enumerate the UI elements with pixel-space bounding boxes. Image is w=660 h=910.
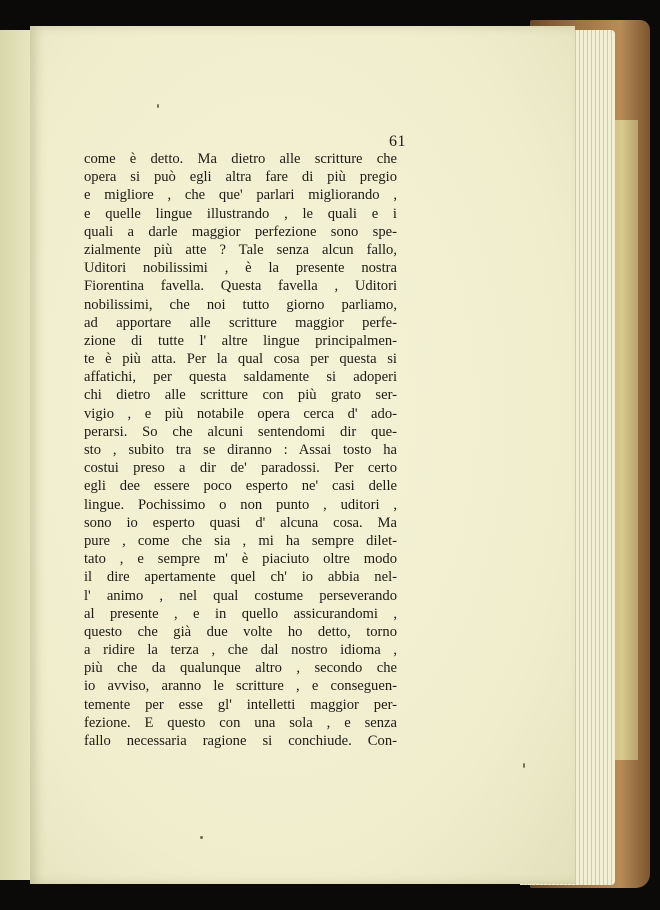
text-line: sono io esperto quasi d' alcuna cosa. Ma — [84, 514, 397, 531]
paper-speck — [200, 836, 203, 839]
text-line: fallo necessaria ragione si conchiude. Con- — [84, 733, 397, 749]
text-line: al presente , e in quello assicurandomi , — [84, 605, 397, 622]
text-line: questo che già due volte ho detto, torno — [84, 623, 397, 640]
text-line: l' animo , nel qual costume perseverando — [84, 587, 397, 604]
text-line: Fiorentina favella. Questa favella , Uditori — [84, 278, 397, 295]
text-line: tato , e sempre m' è piaciuto oltre modo — [84, 551, 397, 568]
text-line: opera si può egli altra fare di più pregio — [84, 169, 397, 186]
text-line: chi dietro alle scritture con più grato ser- — [84, 387, 397, 404]
text-line: a ridire la terza , che dal nostro idioma , — [84, 642, 397, 659]
text-line: pure , come che sia , mi ha sempre dilet- — [84, 532, 397, 549]
paper-speck — [157, 104, 159, 108]
text-line: costui preso a dir de' paradossi. Per certo — [84, 460, 397, 477]
text-line: Uditori nobilissimi , è la presente nostra — [84, 260, 397, 277]
text-line: temente per esse gl' intelletti maggior per- — [84, 696, 397, 713]
text-line: egli dee essere poco esperto ne' casi delle — [84, 478, 397, 495]
text-line: nobilissimi, che noi tutto giorno parliamo, — [84, 296, 397, 313]
text-line: come è detto. Ma dietro alle scritture che — [84, 151, 397, 167]
body-text — [84, 150, 397, 750]
text-line: e quelle lingue illustrando , le quali e i — [84, 205, 397, 222]
text-line: ad apportare alle scritture maggior perfe- — [84, 314, 397, 331]
text-line: vigio , e più notabile opera cerca d' ado- — [84, 405, 397, 422]
text-line: quali a darle maggior perfezione sono spe- — [84, 223, 397, 240]
text-line: e migliore , che que' parlari migliorando , — [84, 187, 397, 204]
text-line: più che da qualunque altro , secondo che — [84, 660, 397, 677]
text-line: il dire apertamente quel ch' io abbia nel- — [84, 569, 397, 586]
text-line: io avviso, aranno le scritture , e conseguen- — [84, 678, 397, 695]
text-line: affatichi, per questa saldamente si adoperi — [84, 369, 397, 386]
paper-speck — [523, 763, 525, 768]
text-line: sto , subito tra se diranno : Assai tosto ha — [84, 442, 397, 458]
text-line: zione di tutte l' altre lingue principalmen- — [84, 332, 397, 349]
text-line: zialmente più atte ? Tale senza alcun fallo, — [84, 241, 397, 258]
text-line: te è più atta. Per la qual cosa per questa si — [84, 351, 397, 368]
text-line: fezione. E questo con una sola , e senza — [84, 714, 397, 731]
text-line: perarsi. So che alcuni sentendomi dir que- — [84, 423, 397, 440]
page-number: 61 — [389, 133, 406, 150]
text-line: lingue. Pochissimo o non punto , uditori , — [84, 496, 397, 513]
